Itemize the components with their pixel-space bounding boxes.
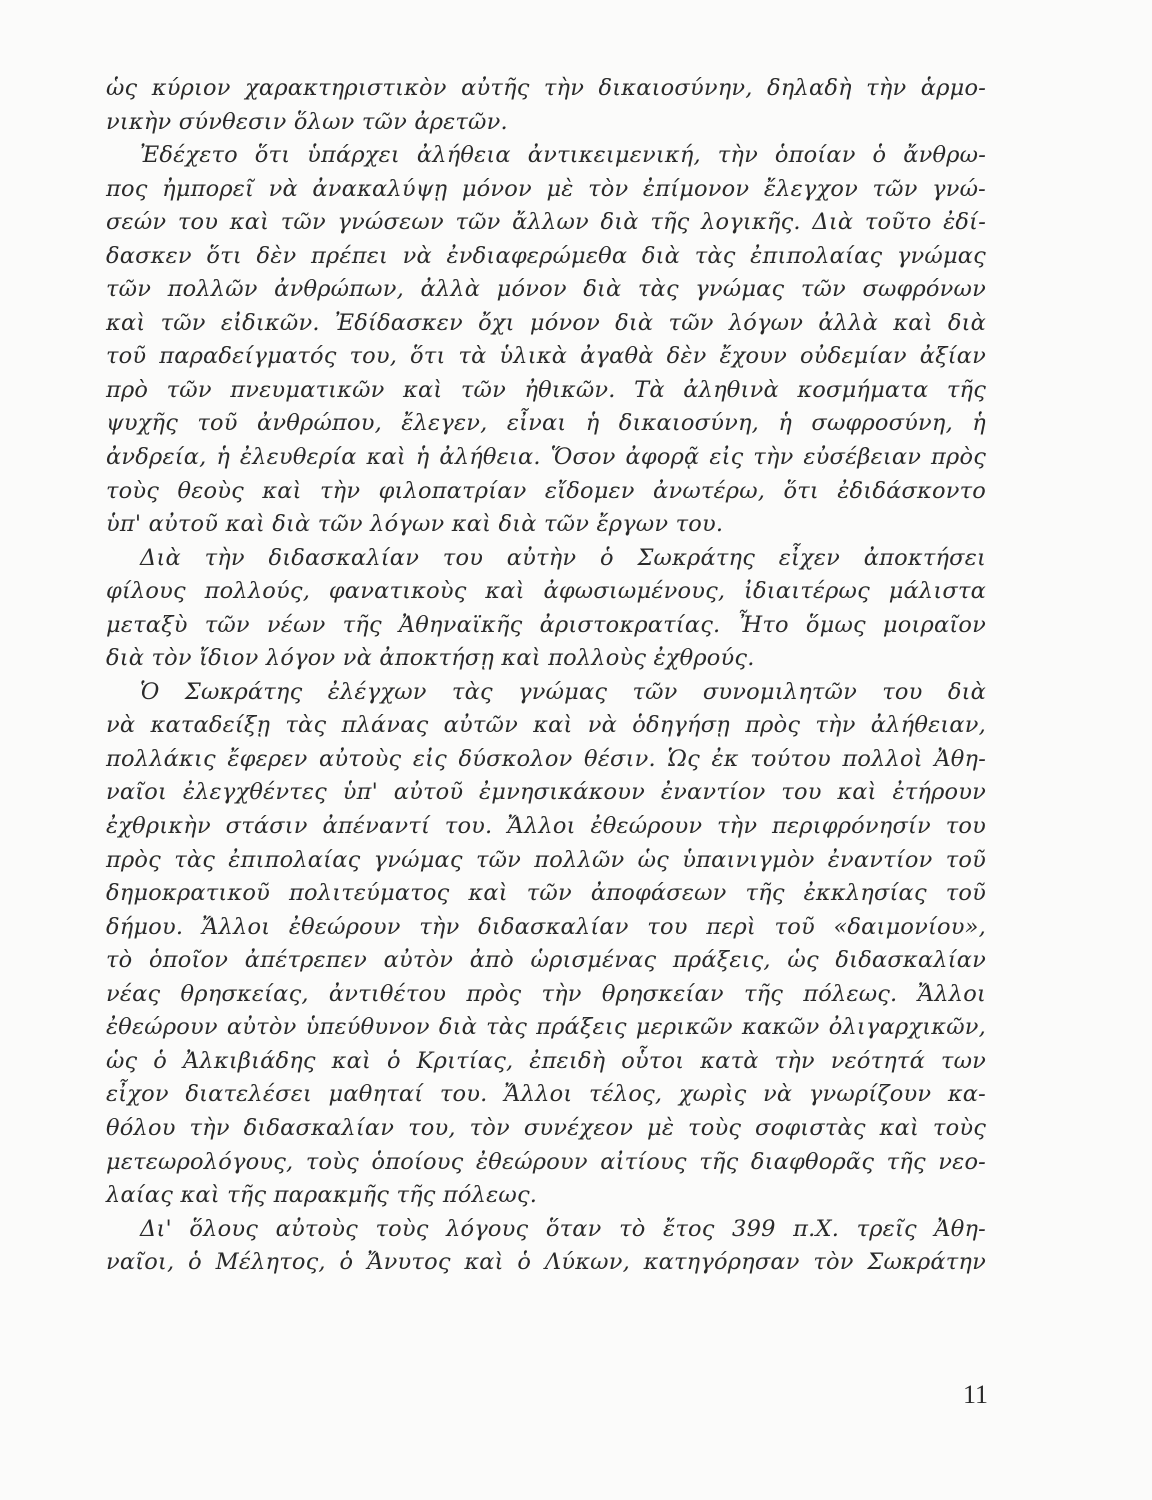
text-line: λαίας καὶ τῆς παρακμῆς τῆς πόλεως. [106,1182,538,1209]
text-line: μετεωρολόγους, τοὺς ὁποίους ἐθεώρουν αἰτίους τῆς διαφθορᾶς τῆς νεο- [106,1148,986,1175]
text-line: Διὰ τὴν διδασκαλίαν του αὐτὴν ὁ Σωκράτης εἶχεν ἀποκτήσει [140,544,986,571]
text-line: ψυχῆς τοῦ ἀνθρώπου, ἔλεγεν, εἶναι ἡ δικαιοσύνη, ἡ σωφροσύνη, ἡ [106,410,986,437]
text-line: ναῖοι ἐλεγχθέντες ὑπ' αὐτοῦ ἐμνησικάκουν ἐναντίον του καὶ ἐτήρουν [106,779,986,806]
page-number: 11 [962,1380,988,1409]
text-line: ναῖοι, ὁ Μέλητος, ὁ Ἄνυτος καὶ ὁ Λύκων, κατηγόρησαν τὸν Σωκράτην [106,1249,986,1276]
text-line: ἀνδρεία, ἡ ἐλευθερία καὶ ἡ ἀλήθεια. Ὅσον ἀφορᾷ εἰς τὴν εὐσέβειαν πρὸς [106,444,986,471]
text-line: ὑπ' αὐτοῦ καὶ διὰ τῶν λόγων καὶ διὰ τῶν ἔργων του. [106,511,724,538]
text-line: πολλάκις ἔφερεν αὐτοὺς εἰς δύσκολον θέσιν. Ὡς ἐκ τούτου πολλοὶ Ἀθη- [106,745,986,772]
text-line: τὸ ὁποῖον ἀπέτρεπεν αὐτὸν ἀπὸ ὡρισμένας πράξεις, ὡς διδασκαλίαν [106,947,986,974]
text-line: πρὸ τῶν πνευματικῶν καὶ τῶν ἠθικῶν. Τὰ ἀληθινὰ κοσμήματα τῆς [106,376,986,403]
text-line: μεταξὺ τῶν νέων τῆς Ἀθηναϊκῆς ἀριστοκρατίας. Ἦτο ὅμως μοιραῖον [106,611,986,638]
text-line: ἐχθρικὴν στάσιν ἀπέναντί του. Ἄλλοι ἐθεώρουν τὴν περιφρόνησίν του [106,813,986,840]
text-line: Ὁ Σωκράτης ἐλέγχων τὰς γνώμας τῶν συνομιλητῶν του διὰ [140,678,986,705]
text-line: ἐθεώρουν αὐτὸν ὑπεύθυνον διὰ τὰς πράξεις μερικῶν κακῶν ὀλιγαρχικῶν, [106,1014,986,1041]
text-line: νέας θρησκείας, ἀντιθέτου πρὸς τὴν θρησκείαν τῆς πόλεως. Ἄλλοι [106,980,986,1007]
body-text [106,72,986,1280]
text-line: ὡς ὁ Ἀλκιβιάδης καὶ ὁ Κριτίας, ἐπειδὴ οὗτοι κατὰ τὴν νεότητά των [106,1047,986,1074]
text-line: νὰ καταδείξῃ τὰς πλάνας αὐτῶν καὶ νὰ ὁδηγήσῃ πρὸς τὴν ἀλήθειαν, [106,712,986,739]
text-line: νικὴν σύνθεσιν ὅλων τῶν ἀρετῶν. [106,108,508,135]
text-line: δήμου. Ἄλλοι ἐθεώρουν τὴν διδασκαλίαν του περὶ τοῦ «δαιμονίου», [106,913,986,940]
text-line: εἶχον διατελέσει μαθηταί του. Ἄλλοι τέλος, χωρὶς νὰ γνωρίζουν κα- [106,1081,986,1108]
text-line: σεών του καὶ τῶν γνώσεων τῶν ἄλλων διὰ τῆς λογικῆς. Διὰ τοῦτο ἐδί- [106,209,986,236]
text-line: διὰ τὸν ἴδιον λόγον νὰ ἀποκτήσῃ καὶ πολλοὺς ἐχθρούς. [106,645,755,672]
text-line: δασκεν ὅτι δὲν πρέπει νὰ ἐνδιαφερώμεθα διὰ τὰς ἐπιπολαίας γνώμας [106,242,986,269]
text-line: φίλους πολλούς, φανατικοὺς καὶ ἀφωσιωμένους, ἰδιαιτέρως μάλιστα [106,578,986,605]
text-line: τοὺς θεοὺς καὶ τὴν φιλοπατρίαν εἴδομεν ἀνωτέρω, ὅτι ἐδιδάσκοντο [106,477,986,504]
text-line: τῶν πολλῶν ἀνθρώπων, ἀλλὰ μόνον διὰ τὰς γνώμας τῶν σωφρόνων [106,276,986,303]
text-line: τοῦ παραδείγματός του, ὅτι τὰ ὑλικὰ ἀγαθὰ δὲν ἔχουν οὐδεμίαν ἀξίαν [106,343,986,370]
text-line: Δι' ὅλους αὐτοὺς τοὺς λόγους ὅταν τὸ ἔτος 399 π.Χ. τρεῖς Ἀθη- [140,1215,986,1242]
text-line: δημοκρατικοῦ πολιτεύματος καὶ τῶν ἀποφάσεων τῆς ἐκκλησίας τοῦ [106,880,986,907]
text-line: Ἐδέχετο ὅτι ὑπάρχει ἀλήθεια ἀντικειμενική, τὴν ὁποίαν ὁ ἄνθρω- [140,142,986,169]
text-line: θόλου τὴν διδασκαλίαν του, τὸν συνέχεον μὲ τοὺς σοφιστὰς καὶ τοὺς [106,1114,986,1141]
text-line: πρὸς τὰς ἐπιπολαίας γνώμας τῶν πολλῶν ὡς ὑπαινιγμὸν ἐναντίον τοῦ [106,846,986,873]
text-line: ὡς κύριον χαρακτηριστικὸν αὐτῆς τὴν δικαιοσύνην, δηλαδὴ τὴν ἁρμο- [106,75,986,101]
text-line: πος ἠμπορεῖ νὰ ἀνακαλύψῃ μόνον μὲ τὸν ἐπίμονον ἔλεγχον τῶν γνώ- [106,175,986,202]
text-line: καὶ τῶν εἰδικῶν. Ἐδίδασκεν ὄχι μόνον διὰ τῶν λόγων ἀλλὰ καὶ διὰ [106,309,986,336]
